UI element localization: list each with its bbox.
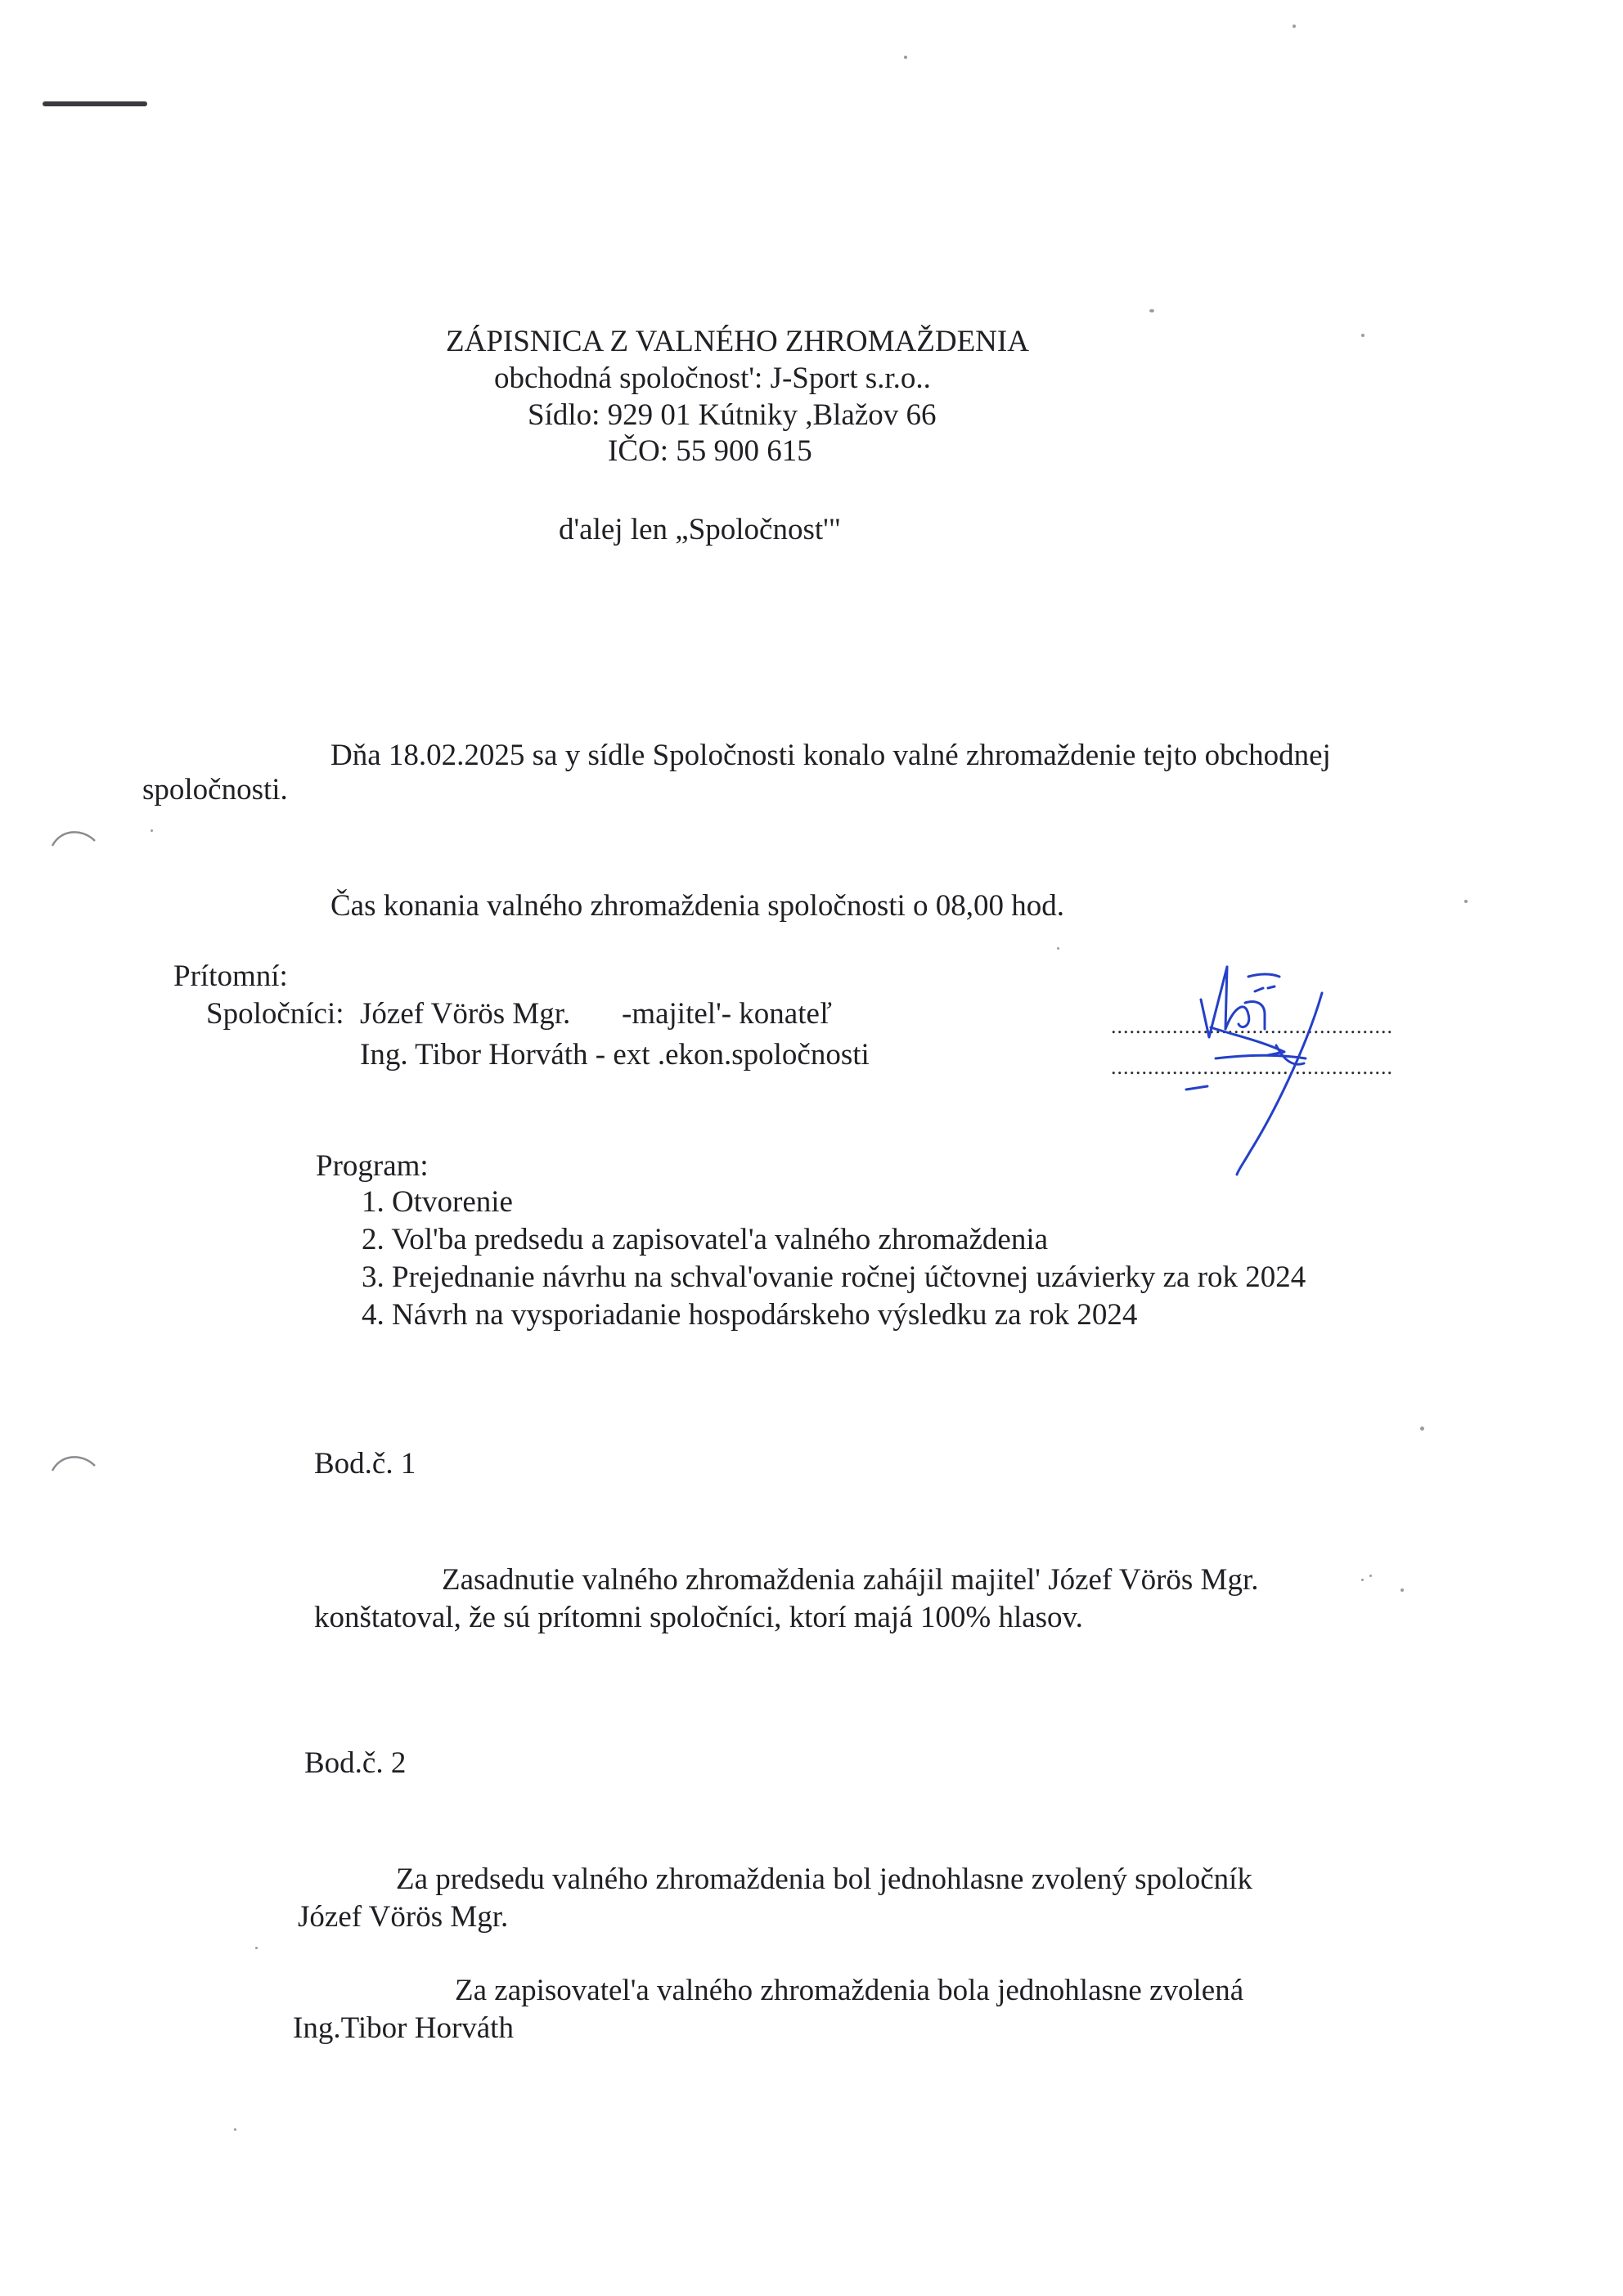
program-heading: Program: xyxy=(316,1149,429,1183)
scan-speck xyxy=(1293,25,1296,28)
scan-speck xyxy=(1361,1579,1364,1581)
signature-line-2: .............................................. xyxy=(1111,1055,1393,1079)
member-2: Ing. Tibor Horváth - ext .ekon.spoločnosti xyxy=(360,1038,870,1072)
section-2-paragraph-1-line-1: Za predsedu valného zhromaždenia bol jednohlasne zvolený spoločník xyxy=(396,1862,1252,1896)
program-item-2: 2. Vol'ba predsedu a zapisovatel'a valného zhromaždenia xyxy=(362,1223,1049,1256)
scan-speck xyxy=(255,1947,258,1949)
section-2-heading: Bod.č. 2 xyxy=(304,1746,407,1780)
scan-speck xyxy=(234,2128,236,2131)
section-2-paragraph-2-line-1: Za zapisovatel'a valného zhromaždenia bola jednohlasne zvolená xyxy=(455,1974,1244,2007)
section-1-paragraph-line-2: konštatoval, že sú prítomni spoločníci, ktorí majá 100% hlasov. xyxy=(314,1601,1083,1634)
program-item-4: 4. Návrh na vysporiadanie hospodárskeho výsledku za rok 2024 xyxy=(362,1298,1138,1332)
punch-hole-mark-lower xyxy=(49,1449,98,1474)
program-item-1: 1. Otvorenie xyxy=(362,1185,513,1219)
company-seat-line: Sídlo: 929 01 Kútniky ,Blažov 66 xyxy=(528,398,937,432)
scan-speck xyxy=(1420,1427,1424,1431)
company-ico-line: IČO: 55 900 615 xyxy=(608,434,812,468)
section-1-heading: Bod.č. 1 xyxy=(314,1447,416,1480)
meeting-date-line: Dňa 18.02.2025 sa y sídle Spoločnosti konalo valné zhromaždenie tejto obchodnej xyxy=(330,739,1331,772)
scan-speck xyxy=(151,829,153,832)
scan-speck xyxy=(1400,1588,1404,1592)
scan-speck xyxy=(1149,309,1154,312)
company-name-line: obchodná spoločnost': J-Sport s.r.o.. xyxy=(494,362,931,395)
scan-speck xyxy=(1369,1575,1372,1577)
attendance-heading: Prítomní: xyxy=(173,959,288,993)
section-2-paragraph-2-line-2: Ing.Tibor Horváth xyxy=(293,2011,514,2045)
document-title: ZÁPISNICA Z VALNÉHO ZHROMAŽDENIA xyxy=(446,325,1029,358)
scan-artifact-top-left xyxy=(43,101,147,106)
meeting-time-line: Čas konania valného zhromaždenia spoločnosti o 08,00 hod. xyxy=(330,889,1065,923)
members-label: Spoločníci: xyxy=(206,997,344,1031)
section-2-paragraph-1-line-2: Józef Vörös Mgr. xyxy=(298,1900,509,1934)
scan-speck xyxy=(904,56,907,59)
company-alias-line: d'alej len „Spoločnost'" xyxy=(559,513,841,546)
signature-line-1: .............................................. xyxy=(1111,1014,1393,1038)
punch-hole-mark-upper xyxy=(49,824,98,849)
scan-speck xyxy=(1057,947,1059,950)
meeting-date-line-continued: spoločnosti. xyxy=(142,773,288,807)
scan-speck xyxy=(1361,334,1364,337)
member-1-role: -majitel'- konateľ xyxy=(622,997,832,1031)
program-item-3: 3. Prejednanie návrhu na schval'ovanie ročnej účtovnej uzávierky za rok 2024 xyxy=(362,1260,1306,1294)
signature-handwritten xyxy=(1104,949,1448,1219)
section-1-paragraph-line-1: Zasadnutie valného zhromaždenia zahájil majitel' Józef Vörös Mgr. xyxy=(442,1563,1259,1597)
scan-speck xyxy=(1464,900,1468,903)
member-1-name: Józef Vörös Mgr. xyxy=(360,997,571,1031)
